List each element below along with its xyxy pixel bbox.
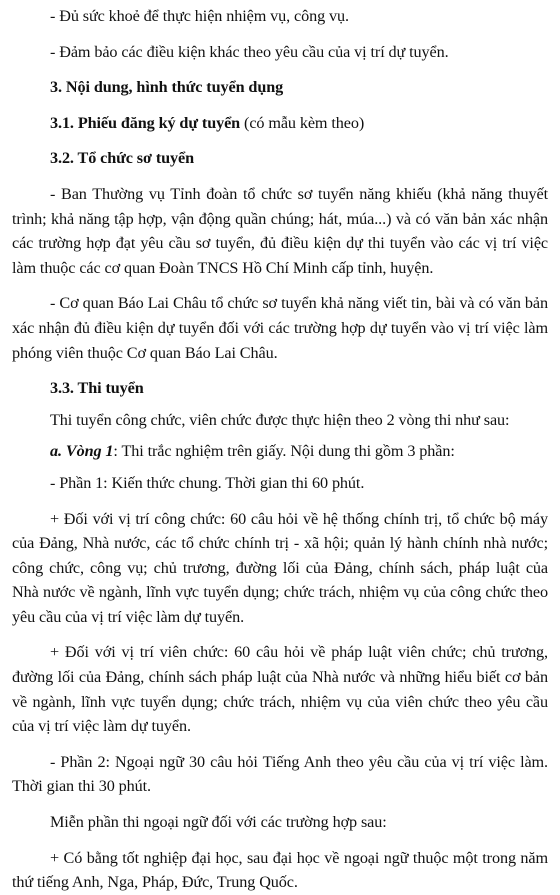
- paragraph-part-1: - Phần 1: Kiến thức chung. Thời gian thi 60 phút.: [50, 473, 365, 492]
- paragraph-round-1: [12, 439, 548, 464]
- round-1-text: : Thi trắc nghiệm trên giấy. Nội dung thi gồm 3 phần:: [113, 442, 455, 461]
- paragraph-health: - Đủ sức khoẻ để thực hiện nhiệm vụ, công vụ.: [50, 7, 349, 25]
- heading-3-1-title: 3.1. Phiếu đăng ký dự tuyển: [50, 113, 241, 132]
- paragraph-other-conditions: - Đảm bảo các điều kiện khác theo yêu cầu của vị trí dự tuyển.: [50, 42, 449, 61]
- heading-3-1-note: (có mẫu kèm theo): [240, 113, 365, 132]
- heading-3-1: [12, 111, 548, 136]
- heading-3-2: 3.2. Tổ chức sơ tuyển: [50, 149, 194, 168]
- heading-section-3: 3. Nội dung, hình thức tuyển dụng: [50, 78, 284, 97]
- paragraph-part-2: - Phần 2: Ngoại ngữ 30 câu hỏi Tiếng Anh theo yêu cầu của vị trí việc làm. Thời gian thi 30 phút.: [12, 752, 548, 796]
- round-1-label: a. Vòng 1: [50, 442, 114, 461]
- paragraph-exemption: Miễn phần thi ngoại ngữ đối với các trường hợp sau:: [50, 813, 387, 832]
- paragraph-exam-rounds: Thi tuyển công chức, viên chức được thực hiện theo 2 vòng thi như sau:: [50, 410, 510, 429]
- heading-3-3: 3.3. Thi tuyển: [50, 379, 144, 398]
- paragraph-public-employee: + Đối với vị trí viên chức: 60 câu hỏi về pháp luật viên chức; chủ trương, đường lối của Đảng, chính sách pháp luật của Nhà nước và những hiểu biết cơ bản về ngành, lĩnh vực tuyển dụng; chức trách, nhiệm vụ của viên chức theo yêu cầu của vị trí việc làm dự tuyển.: [12, 643, 548, 736]
- paragraph-civil-servant: + Đối với vị trí công chức: 60 câu hỏi về hệ thống chính trị, tổ chức bộ máy của Đảng, Nhà nước, các tổ chức chính trị - xã hội; quản lý hành chính nhà nước; công chức, công vụ; chủ trương, đường lối của Đảng, chính sách, pháp luật của Nhà nước về ngành, lĩnh vực tuyển dụng; chức trách, nhiệm vụ của công chức theo yêu cầu của vị trí việc làm dự tuyển.: [12, 509, 548, 626]
- paragraph-lai-chau-newspaper: - Cơ quan Báo Lai Châu tổ chức sơ tuyển khả năng viết tin, bài và có văn bản xác nhận đủ điều kiện dự tuyển đối với các trường hợp dự tuyển vào vị trí việc làm phóng viên thuộc Cơ quan Báo Lai Châu.: [12, 294, 548, 362]
- paragraph-degree-exemption: + Có bằng tốt nghiệp đại học, sau đại học về ngoại ngữ thuộc một trong năm thứ tiếng Anh, Nga, Pháp, Đức, Trung Quốc.: [12, 848, 548, 892]
- paragraph-provincial-union: - Ban Thường vụ Tỉnh đoàn tổ chức sơ tuyển năng khiếu (khả năng thuyết trình; khả năng tập hợp, vận động quần chúng; hát, múa...) và có văn bản xác nhận các trường hợp đạt yêu cầu sơ tuyển, đủ điều kiện dự thi tuyển vào các vị trí việc làm thuộc các cơ quan Đoàn TNCS Hồ Chí Minh cấp tỉnh, huyện.: [12, 184, 548, 277]
